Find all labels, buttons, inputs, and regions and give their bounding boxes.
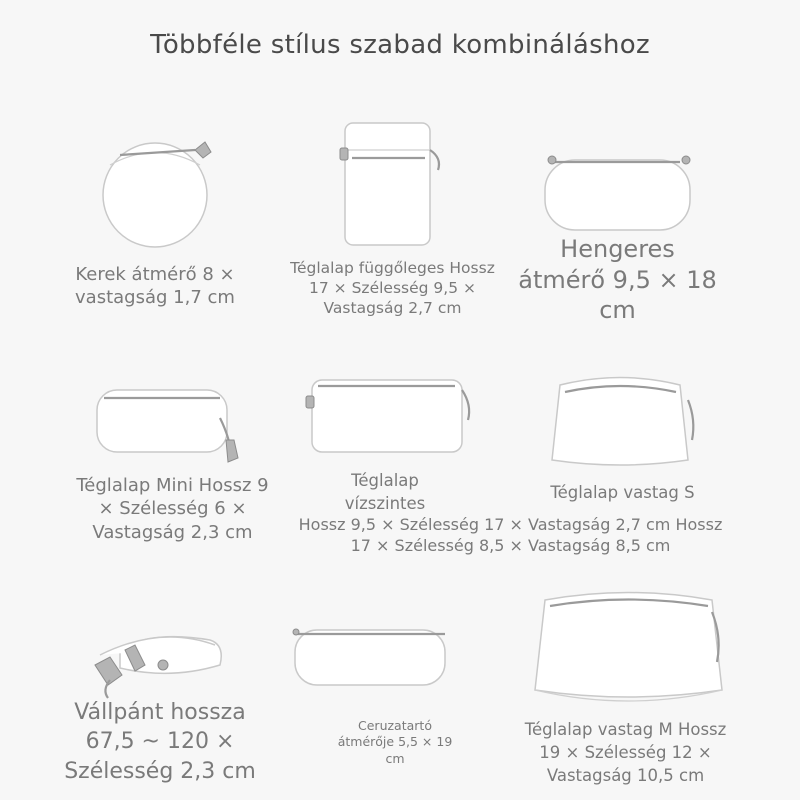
caption-vertical: Téglalap függőleges Hossz 17 × Szélesség 9,5 × Vastagság 2,7 cm	[290, 259, 495, 318]
caption-thick-s: Téglalap vastag S	[550, 483, 695, 502]
caption-shared-dimensions: Hossz 9,5 × Szélesség 17 × Vastagság 2,7 cm Hossz 17 × Szélesség 8,5 × Vastagság 8,5 cm	[298, 515, 723, 555]
page-title: Többféle stílus szabad kombináláshoz	[150, 30, 650, 60]
caption-strap: Vállpánt hossza 67,5 ~ 120 × Szélesség 2,3 cm	[64, 700, 256, 784]
caption-horizontal: Téglalap vízszintes	[344, 471, 426, 514]
caption-cylinder: Hengeres átmérő 9,5 × 18 cm	[518, 235, 717, 325]
caption-mini: Téglalap Mini Hossz 9 × Szélesség 6 × Vastagság 2,3 cm	[76, 475, 269, 543]
caption-pencil: Ceruzatartó átmérője 5,5 × 19 cm	[337, 718, 453, 766]
caption-thick-m: Téglalap vastag M Hossz 19 × Szélesség 12 × Vastagság 10,5 cm	[524, 720, 727, 786]
caption-round: Kerek átmérő 8 × vastagság 1,7 cm	[75, 264, 235, 309]
